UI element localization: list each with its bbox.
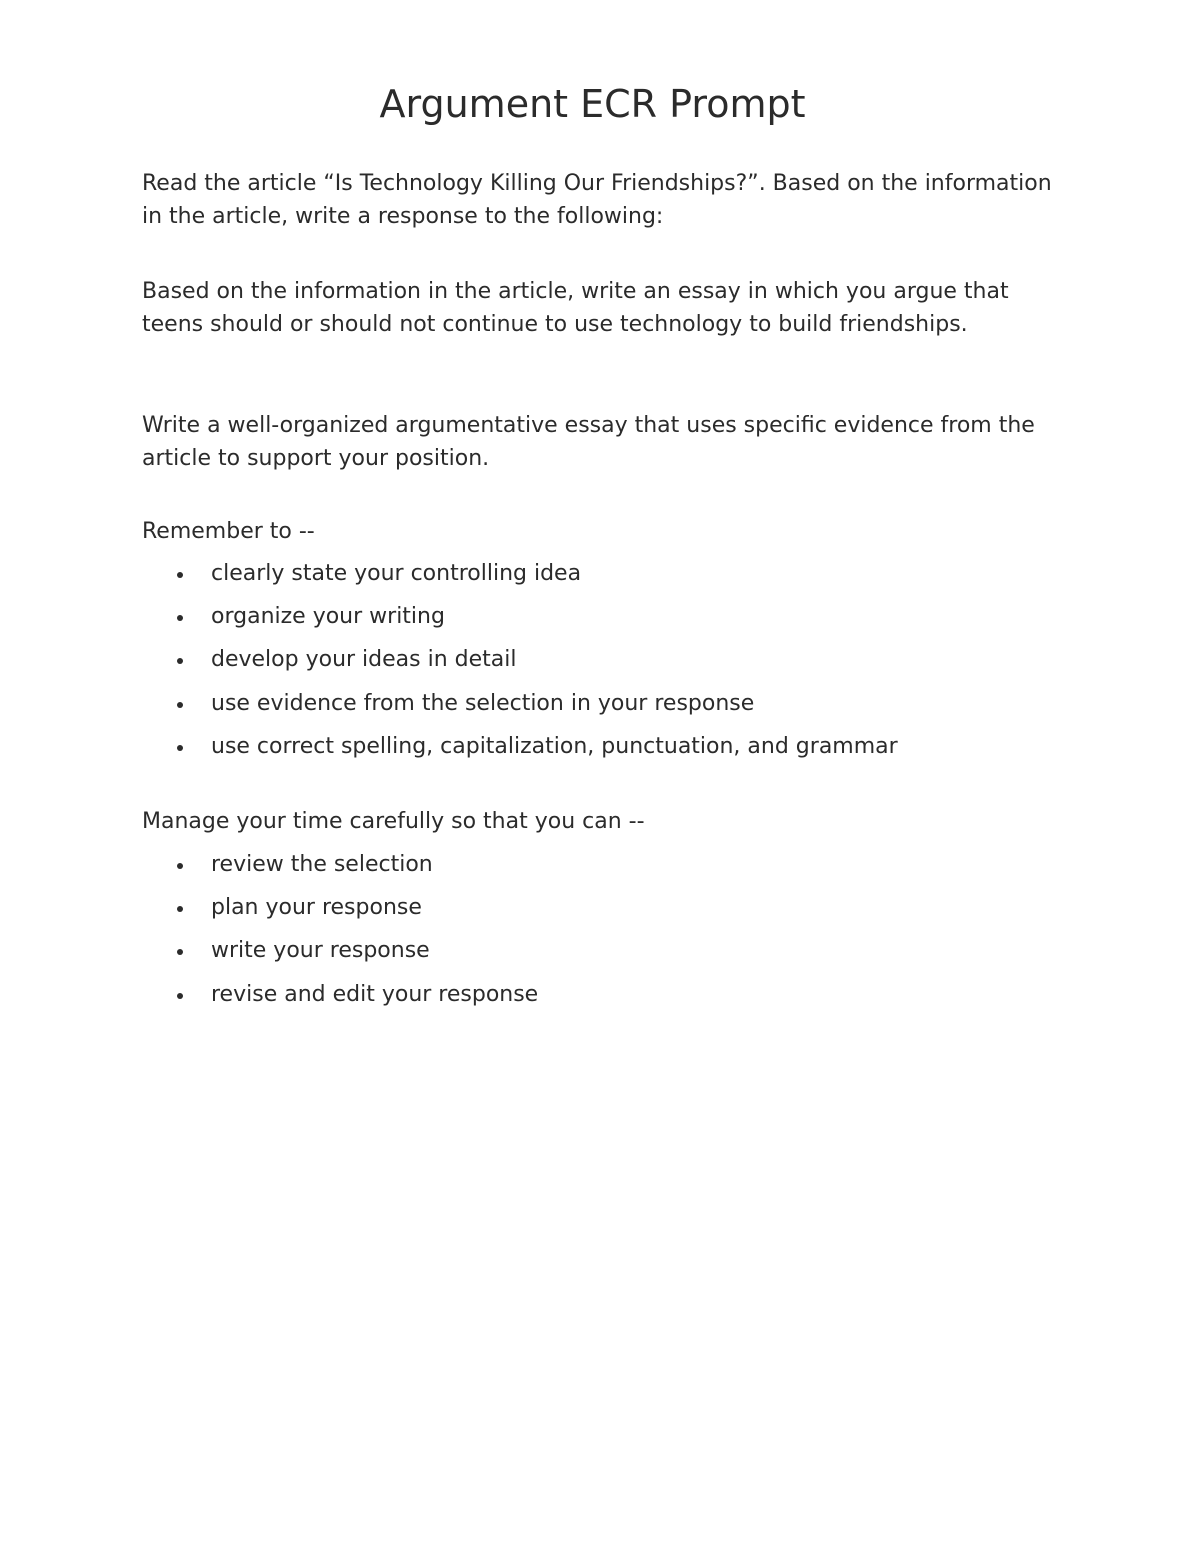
list-item-text: clearly state your controlling idea bbox=[211, 561, 582, 586]
instructions-paragraph: Write a well-organized argumentative essay that uses specific evidence from the article to support your position. bbox=[142, 413, 1035, 471]
list-item bbox=[142, 935, 1062, 978]
list-item bbox=[142, 849, 1062, 892]
list-item-text: use correct spelling, capitalization, punctuation, and grammar bbox=[211, 733, 898, 759]
list-item-text: develop your ideas in detail bbox=[211, 647, 517, 673]
bullet-icon bbox=[177, 993, 183, 999]
list-item bbox=[142, 892, 1062, 935]
remember-heading: Remember to -- bbox=[142, 519, 315, 544]
list-item bbox=[142, 979, 1062, 1022]
bullet-icon bbox=[177, 572, 183, 578]
remember-list bbox=[142, 558, 1062, 774]
bullet-icon bbox=[177, 949, 183, 955]
list-item bbox=[142, 601, 1062, 644]
prompt-paragraph: Based on the information in the article, write an essay in which you argue that teens should or should not continue to use technology to build friendships. bbox=[142, 279, 1009, 337]
list-item bbox=[142, 558, 1062, 601]
document-title: Argument ECR Prompt bbox=[379, 82, 806, 126]
list-item-text: plan your response bbox=[211, 895, 422, 921]
list-item bbox=[142, 644, 1062, 687]
list-item bbox=[142, 688, 1062, 731]
bullet-icon bbox=[177, 906, 183, 912]
manage-heading: Manage your time carefully so that you can -- bbox=[142, 809, 645, 834]
list-item-text: organize your writing bbox=[211, 604, 445, 630]
bullet-icon bbox=[177, 863, 183, 869]
bullet-icon bbox=[177, 615, 183, 621]
bullet-icon bbox=[177, 745, 183, 751]
manage-list bbox=[142, 849, 1062, 1022]
list-item-text: revise and edit your response bbox=[211, 981, 539, 1007]
list-item bbox=[142, 731, 1062, 774]
intro-paragraph: Read the article “Is Technology Killing Our Friendships?”. Based on the information in the article, write a response to the following: bbox=[142, 171, 1052, 229]
bullet-icon bbox=[177, 658, 183, 664]
list-item-text: use evidence from the selection in your response bbox=[211, 690, 755, 716]
list-item-text: write your response bbox=[211, 938, 430, 964]
bullet-icon bbox=[177, 702, 183, 708]
list-item-text: review the selection bbox=[211, 852, 433, 877]
